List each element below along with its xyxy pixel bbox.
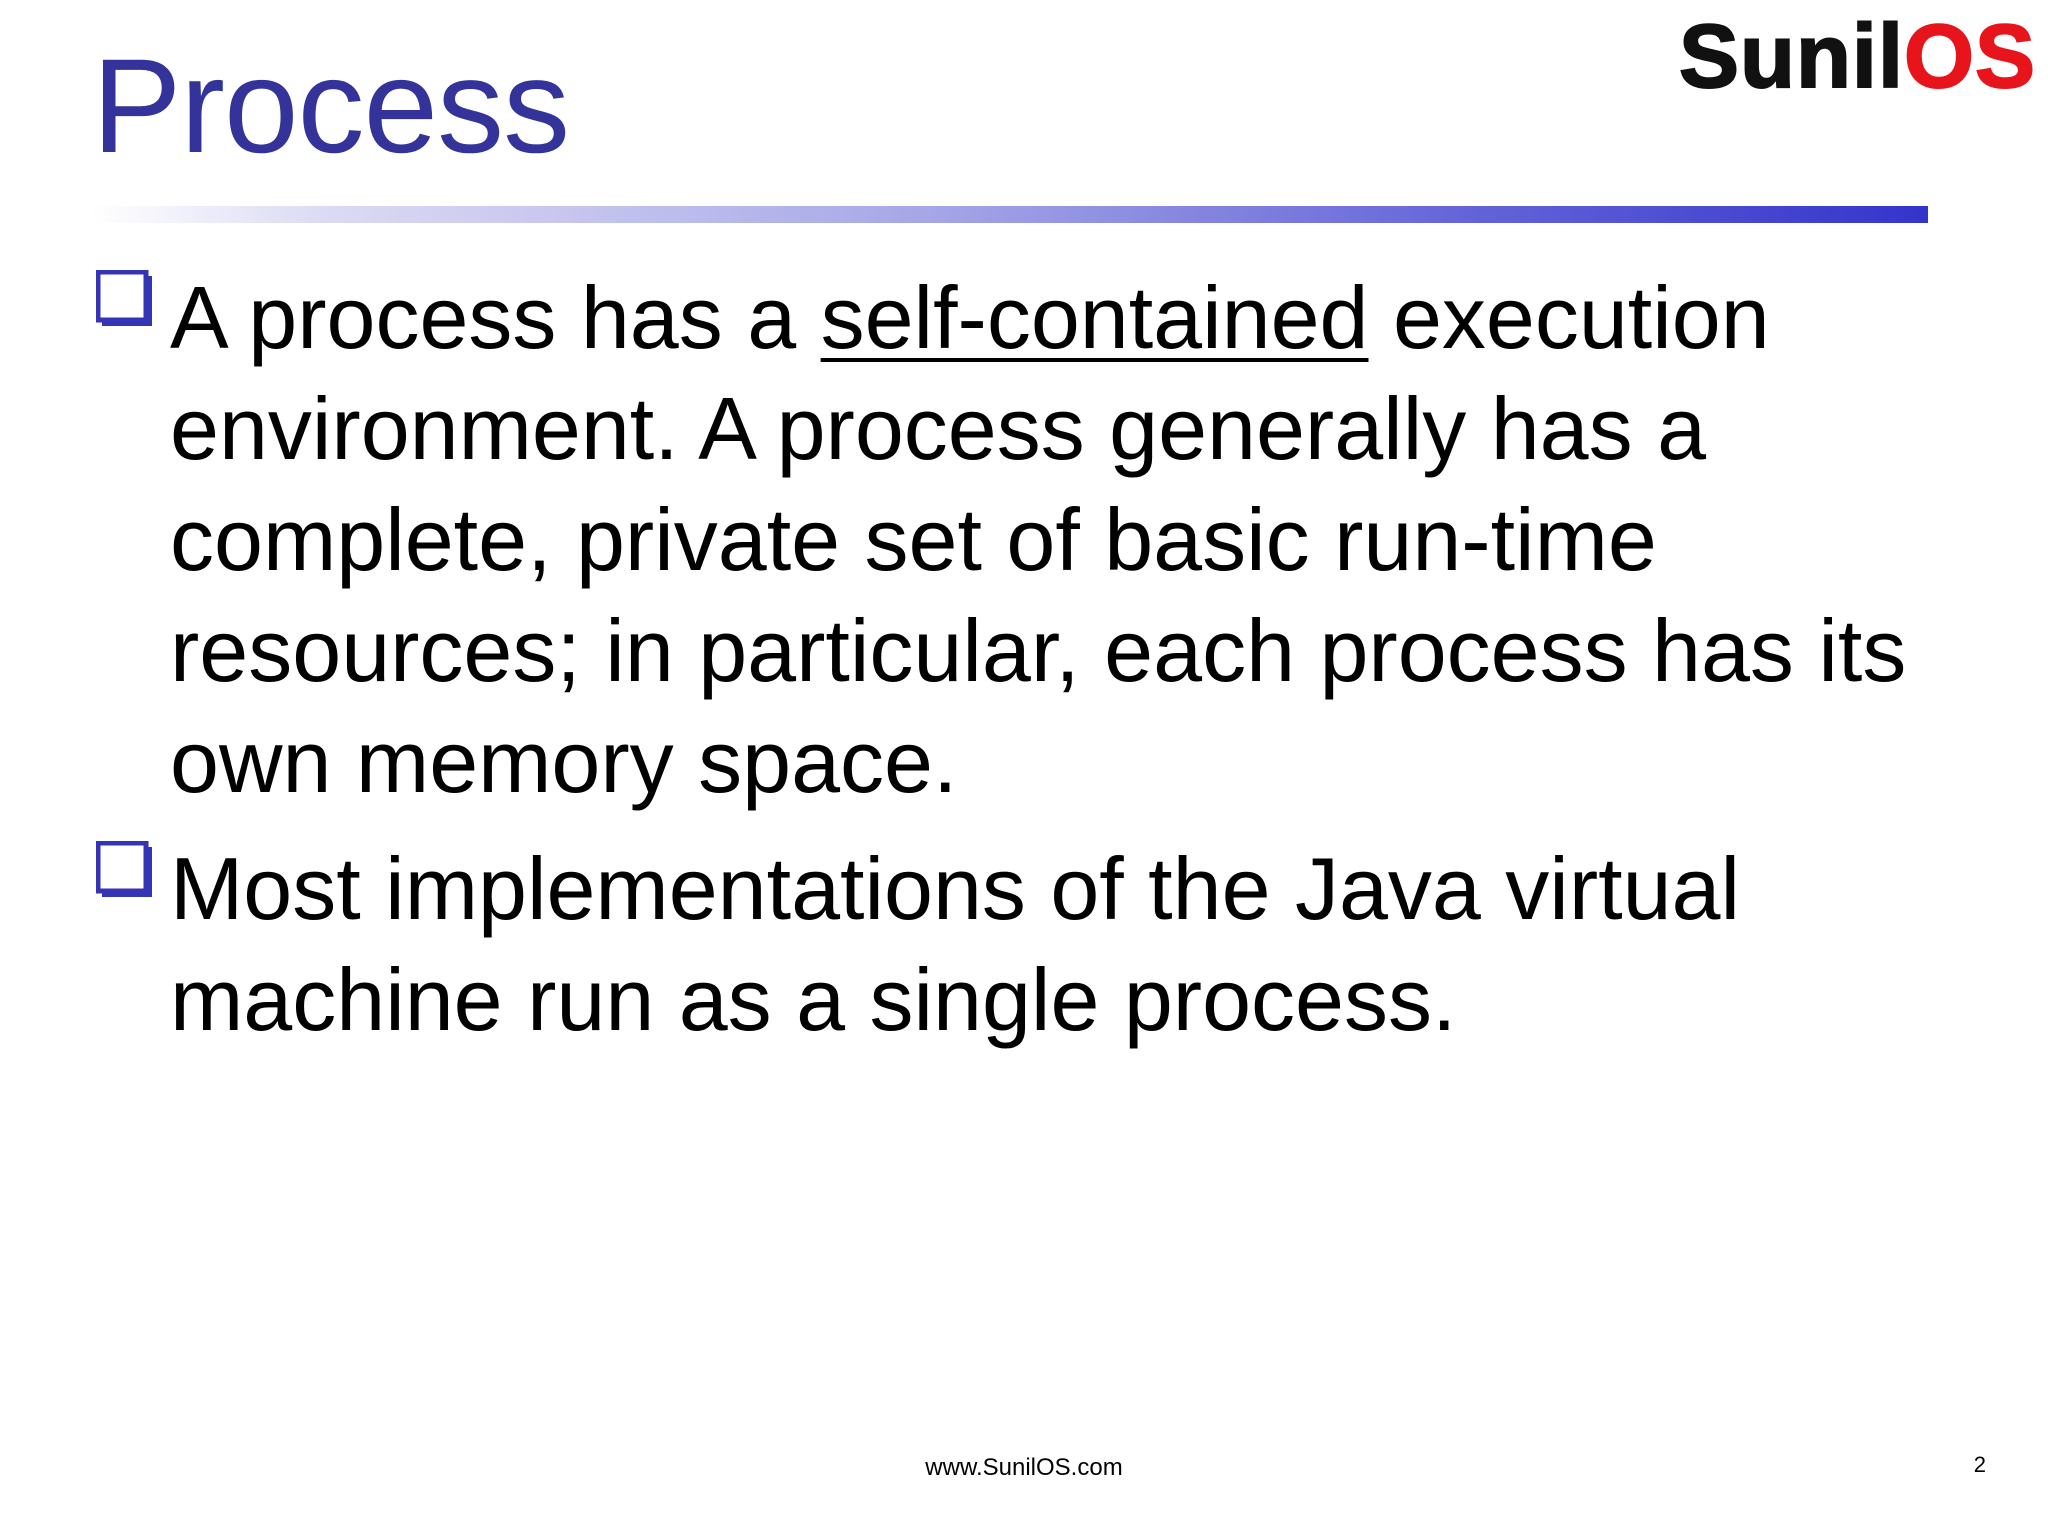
footer-url: www.SunilOS.com xyxy=(925,1454,1123,1481)
title-divider xyxy=(92,206,1928,223)
bullet-text-part: A process has a xyxy=(170,268,821,367)
page-number: 2 xyxy=(1973,1452,1986,1477)
bullet-item xyxy=(92,262,2012,817)
square-bullet-icon xyxy=(96,270,154,328)
logo-text-os: OS xyxy=(1903,7,2036,107)
square-bullet-icon xyxy=(96,841,154,899)
bullet-text-part: execution environment. A process generally has a complete, private set of basic run-time resources; in particular, each process has its own memory space. xyxy=(170,268,1907,811)
underlined-term: self-contained xyxy=(820,268,1369,367)
bullet-list xyxy=(92,262,2012,1071)
sunilos-logo xyxy=(1678,7,2036,107)
slide-title: Process xyxy=(92,32,570,181)
bullet-item xyxy=(92,833,2012,1055)
logo-text-sunil: Sunil xyxy=(1678,7,1904,107)
bullet-text: Most implementations of the Java virtual machine run as a single process. xyxy=(170,839,1741,1049)
